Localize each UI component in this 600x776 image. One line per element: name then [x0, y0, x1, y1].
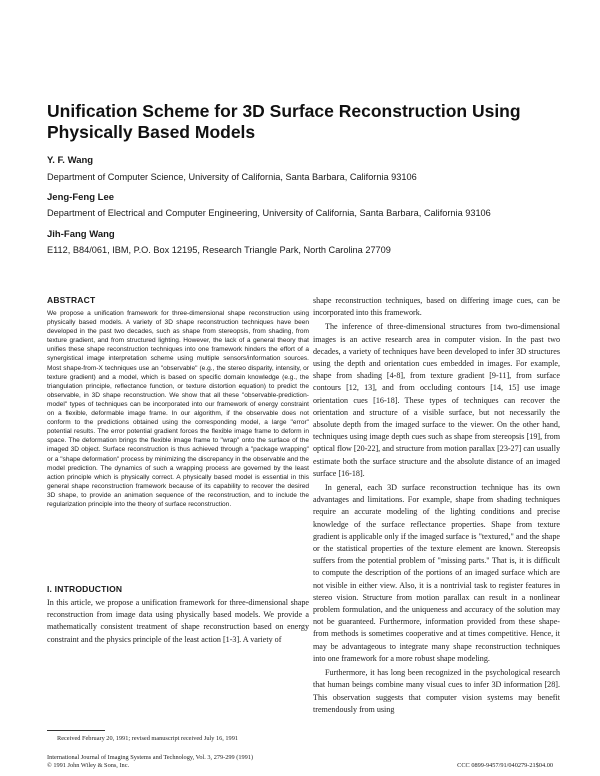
author-name-3: Jih-Fang Wang — [47, 229, 115, 240]
copyright-notice: © 1991 John Wiley & Sons, Inc. — [47, 762, 130, 769]
paper-title: Unification Scheme for 3D Surface Reconstruction Using Physically Based Models — [47, 101, 521, 142]
ccc-code: CCC 0899-9457/91/040279-21$04.00 — [457, 762, 553, 769]
journal-citation: International Journal of Imaging Systems and Technology, Vol. 3, 279-299 (1991) — [47, 754, 254, 761]
received-footnote: Received February 20, 1991; revised manuscript received July 16, 1991 — [57, 735, 238, 742]
right-column-paragraph: Furthermore, it has long been recognized in the psychological research that human beings combine many visual cues to infer 3D information [28]. This observation suggests that computer vision systems may benefit tremendously from using — [313, 668, 560, 714]
introduction-text: In this article, we propose a unification framework for three-dimensional shape reconstruction from image data using physically based models. We provide a mathematically consistent treatment of shape reconstruction based on energy constraint and the physics principle of the least action [1-3]. A variety of — [47, 598, 309, 644]
right-column-paragraph: shape reconstruction techniques, based on differing image cues, can be incorporated into this framework. — [313, 296, 560, 318]
right-column-paragraph: The inference of three-dimensional structures from two-dimensional images is an active research area in computer vision. In the past two decades, a variety of techniques have been developed to infer 3D structures using the depth and orientation cues embedded in images. For example, shape from shading [4-8], from texture gradient [9-11], from surface contours [12, 13], and from occluding contours [14, 15] use image orientation cues [16-18]. These types of techniques can recover the orientation and structure of a visible surface, but not necessarily the absolute depth from the imaged surface to the viewer. On the other hand, techniques using image depth cues such as shape from stereopsis [19], from optical flow [20-22], and structure from motion parallax [23-27] can usually estimate both the surface structure and the absolute distance of an imaged surface [16-18]. — [313, 322, 561, 478]
right-column-paragraph: In general, each 3D surface reconstruction technique has its own advantages and limitations. For example, shape from shading techniques require an accurate modeling of the lighting conditions and precise knowledge of the surface reflectance properties. Shape from texture gradient is applicable only if the imaged surface is "textured," and the shape or the statistical properties of the texture element are known. Stereopsis suffers from the potential problem of "missing parts." That is, it is difficult to compute the description of the portions of an imaged surface which are not visible in either view. Also, it is a nontrivial task to register features in stereo vision. Structure from motion parallax can result in a nonlinear problem formulation, and the uniqueness and accuracy of the solution may not be guaranteed. Furthermore, information provided from these shape-from methods is sometimes cooperative and at times competitive. Hence, it may be advantageous to integrate many shape reconstruction techniques into one framework for a more robust shape modeling. — [313, 483, 560, 663]
author-name-1: Y. F. Wang — [47, 155, 94, 166]
author-affiliation-2: Department of Electrical and Computer Engineering, University of California, Santa Barbara, California 93106 — [47, 208, 491, 218]
introduction-heading: I. INTRODUCTION — [47, 584, 123, 594]
author-name-2: Jeng-Feng Lee — [47, 192, 115, 203]
abstract-heading: ABSTRACT — [47, 295, 96, 305]
author-affiliation-1: Department of Computer Science, University of California, Santa Barbara, California 93106 — [47, 172, 417, 182]
right-column — [313, 295, 560, 716]
footnote-rule — [47, 730, 105, 731]
author-affiliation-3: E112, B84/061, IBM, P.O. Box 12195, Research Triangle Park, North Carolina 27709 — [47, 245, 391, 255]
abstract-text: We propose a unification framework for three-dimensional shape reconstruction using physically based models. A variety of 3D shape reconstruction techniques have been developed in the past two decades, such as shape from stereopsis, from shading, from texture gradient, and from structured lighting. However, the lack of a general theory that unifies these shape reconstruction techniques into one framework hinders the effort of a synergistical image interpretation scheme using multiple sensors/information sources. Most shape-from-X techniques use an "observable" (e.g., the stereo disparity, intensity, or texture gradient) and a model, which is based on specific domain knowledge (e.g., the triangulation principle, reflectance function, or texture distortion equation) to predict the observable, in 3D shape reconstruction. We show that all these "observable-prediction-model" types of techniques can be incorporated into our framework of energy constraint on a flexible, deformable image frame. In our algorithm, if the observable does not conform to the predictions obtained using the corresponding model, a large "error" potential results. The error potential gradient forces the flexible image frame to deform in space. The deformation brings the flexible image frame to "wrap" onto the surface of the imaged 3D object. Surface reconstruction is thus achieved through a "package wrapping" or a "shape deformation" process by minimizing the discrepancy in the observable and the model prediction. The dynamics of such a wrapping process are governed by the least action principle which is physically correct. A physically based model is essential in this general shape reconstruction framework because of its capability to recover the desired 3D shape, to provide an animation sequence of the reconstruction, and to include the regularization principle into the theory of surface reconstruction. — [47, 310, 309, 508]
